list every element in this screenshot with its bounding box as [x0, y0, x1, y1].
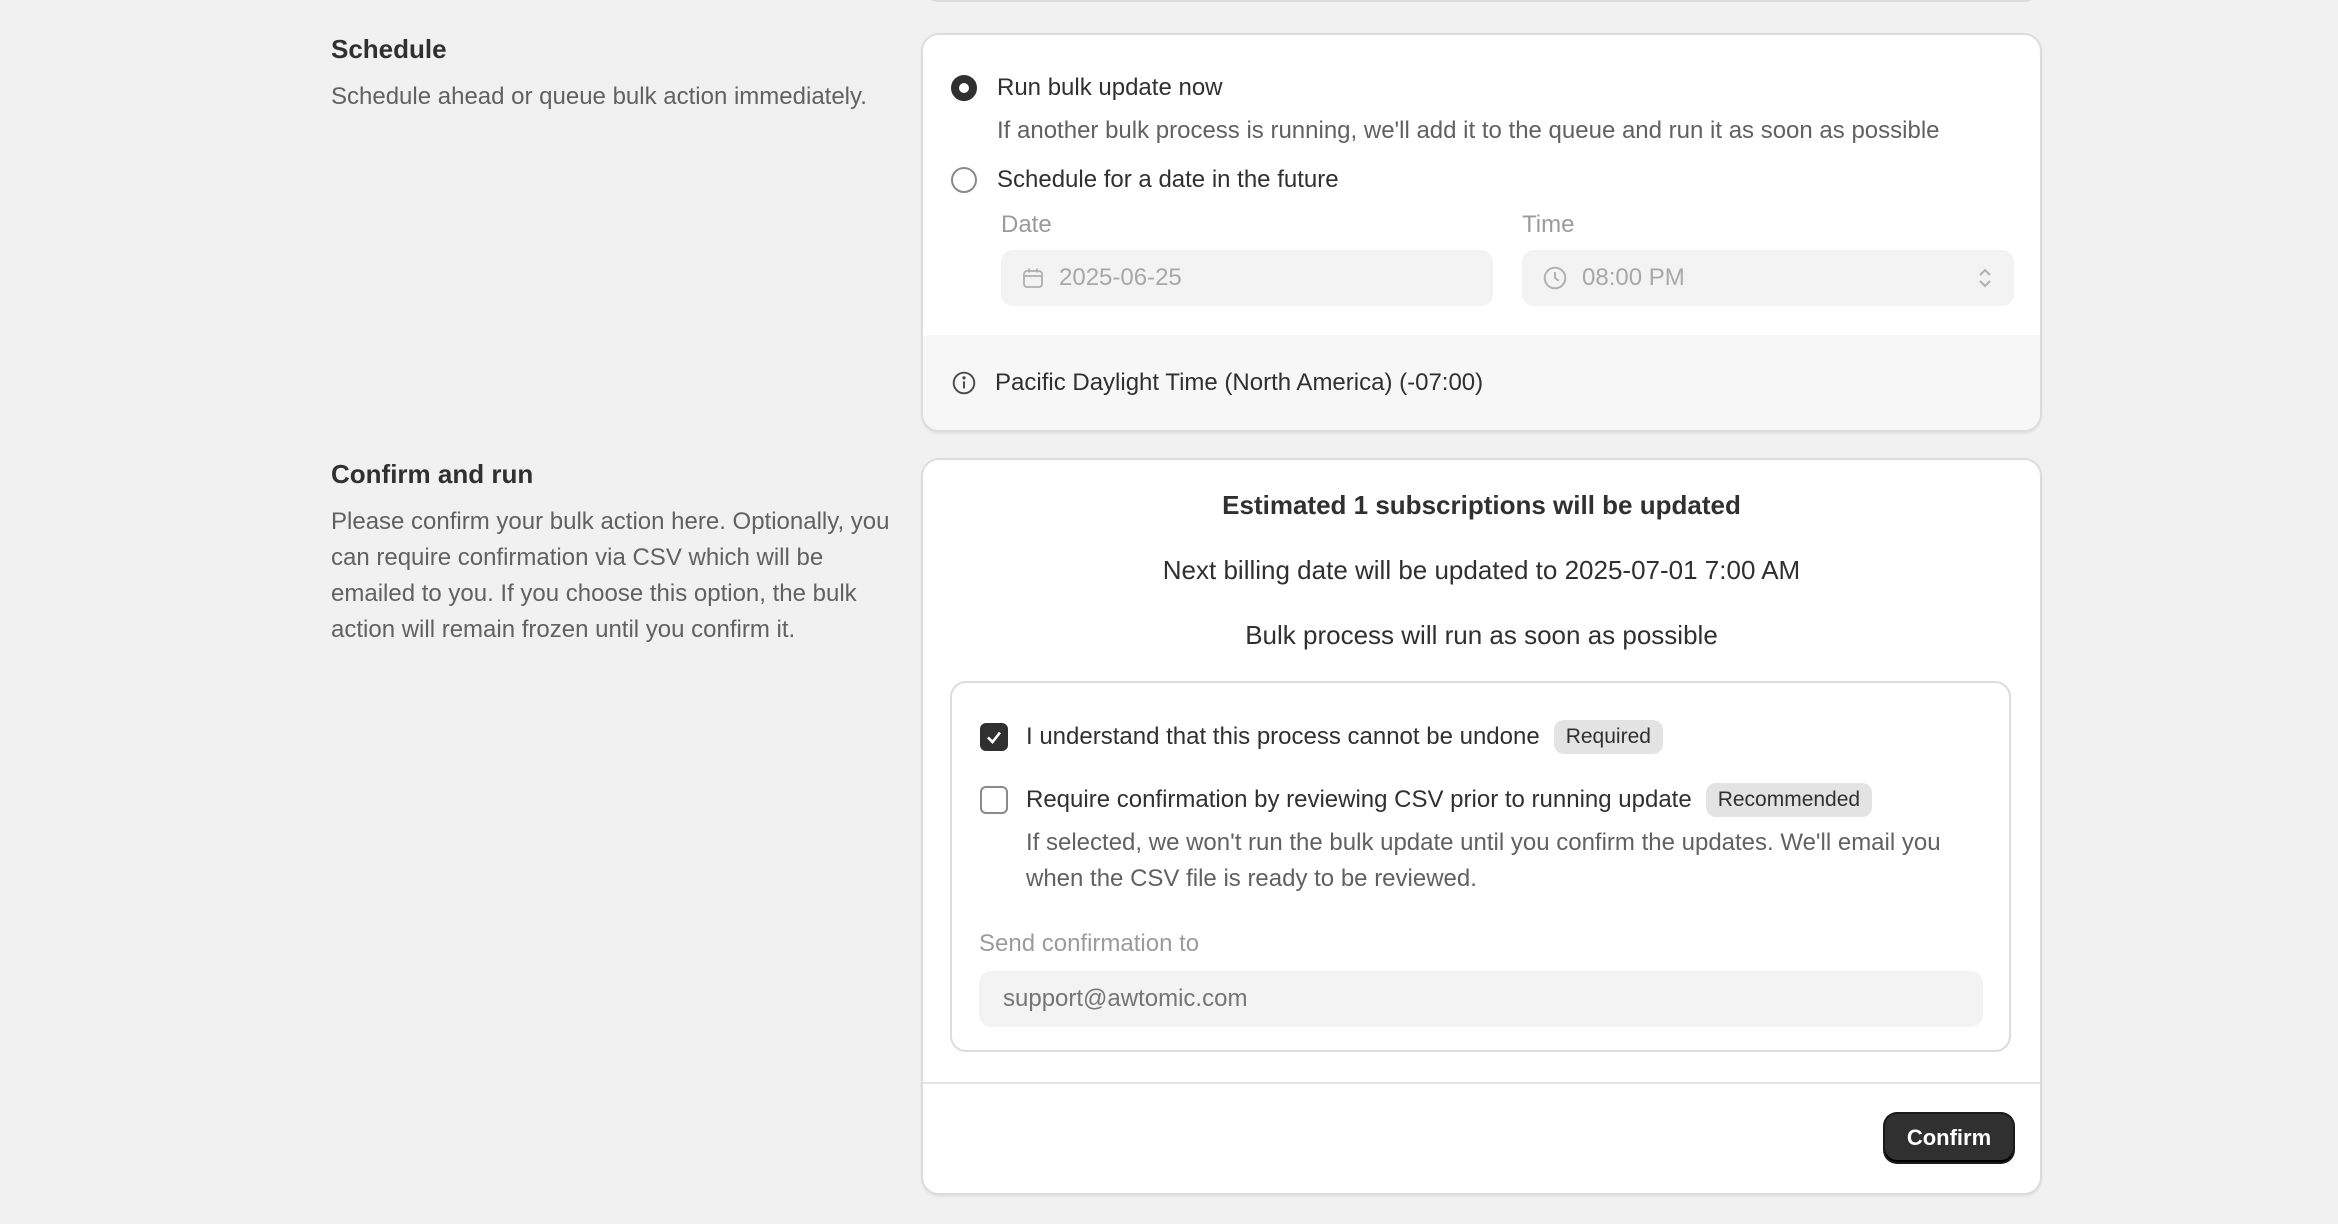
- confirm-card: [921, 458, 2042, 1195]
- required-badge: Required: [1554, 720, 1663, 754]
- radio-schedule-future-control[interactable]: [951, 167, 977, 193]
- date-field[interactable]: [1001, 250, 1493, 306]
- require-csv-label[interactable]: Require confirmation by reviewing CSV prior to running update: [1026, 786, 1692, 813]
- summary-run: Bulk process will run as soon as possible: [1245, 620, 1718, 650]
- date-label: Date: [1001, 211, 1052, 238]
- time-select[interactable]: [1522, 250, 2014, 306]
- date-input[interactable]: [1057, 263, 1361, 293]
- schedule-title: Schedule: [331, 34, 447, 64]
- radio-run-now-help: If another bulk process is running, we'll add it to the queue and run it as soon as possible: [997, 117, 1940, 144]
- radio-run-now-control[interactable]: [951, 75, 977, 101]
- radio-run-now-label[interactable]: Run bulk update now: [997, 74, 1223, 101]
- recommended-badge: Recommended: [1706, 783, 1872, 817]
- radio-schedule-future[interactable]: [951, 166, 1339, 194]
- previous-card-edge: [921, 0, 2042, 2]
- understand-checkbox-row[interactable]: [980, 720, 1663, 754]
- require-csv-help: If selected, we won't run the bulk update until you confirm the updates. We'll email you when the CSV file is ready to be reviewed.: [1026, 829, 1941, 892]
- timezone-text: Pacific Daylight Time (North America) (-07:00): [995, 368, 1484, 396]
- understand-checkbox[interactable]: [980, 723, 1008, 751]
- summary-estimate: Estimated 1 subscriptions will be updated: [1222, 490, 1741, 520]
- require-csv-checkbox-row[interactable]: [980, 783, 1872, 817]
- require-csv-checkbox[interactable]: [980, 786, 1008, 814]
- understand-label[interactable]: I understand that this process cannot be undone: [1026, 723, 1540, 750]
- clock-icon: [1542, 265, 1568, 291]
- timezone-bar: [923, 335, 2040, 430]
- info-icon: [951, 370, 977, 396]
- checkmark-icon: [984, 727, 1004, 747]
- confirmation-options-card: [950, 681, 2011, 1052]
- schedule-card: [921, 33, 2042, 432]
- confirm-title: Confirm and run: [331, 459, 534, 489]
- schedule-description: Schedule ahead or queue bulk action immediately.: [331, 83, 867, 110]
- email-input[interactable]: [1001, 984, 1905, 1014]
- time-input[interactable]: [1580, 263, 1884, 293]
- confirm-button[interactable]: Confirm: [1885, 1114, 2013, 1162]
- time-label: Time: [1522, 211, 1575, 238]
- footer-divider: [923, 1082, 2040, 1084]
- email-field[interactable]: [979, 971, 1983, 1027]
- radio-run-now[interactable]: [951, 74, 1223, 102]
- confirm-description: Please confirm your bulk action here. Optionally, you can require confirmation via CSV which will be emailed to you. If you choose this option, the bulk action will remain frozen until you confirm it.: [331, 508, 890, 643]
- email-label: Send confirmation to: [979, 930, 1200, 957]
- radio-schedule-future-label[interactable]: Schedule for a date in the future: [997, 166, 1339, 193]
- select-chevron-icon: [1976, 265, 1994, 291]
- confirm-section-header: [331, 459, 891, 648]
- schedule-section-header: [331, 34, 891, 115]
- calendar-icon: [1021, 266, 1045, 290]
- summary-billing: Next billing date will be updated to 2025-07-01 7:00 AM: [1162, 555, 1801, 585]
